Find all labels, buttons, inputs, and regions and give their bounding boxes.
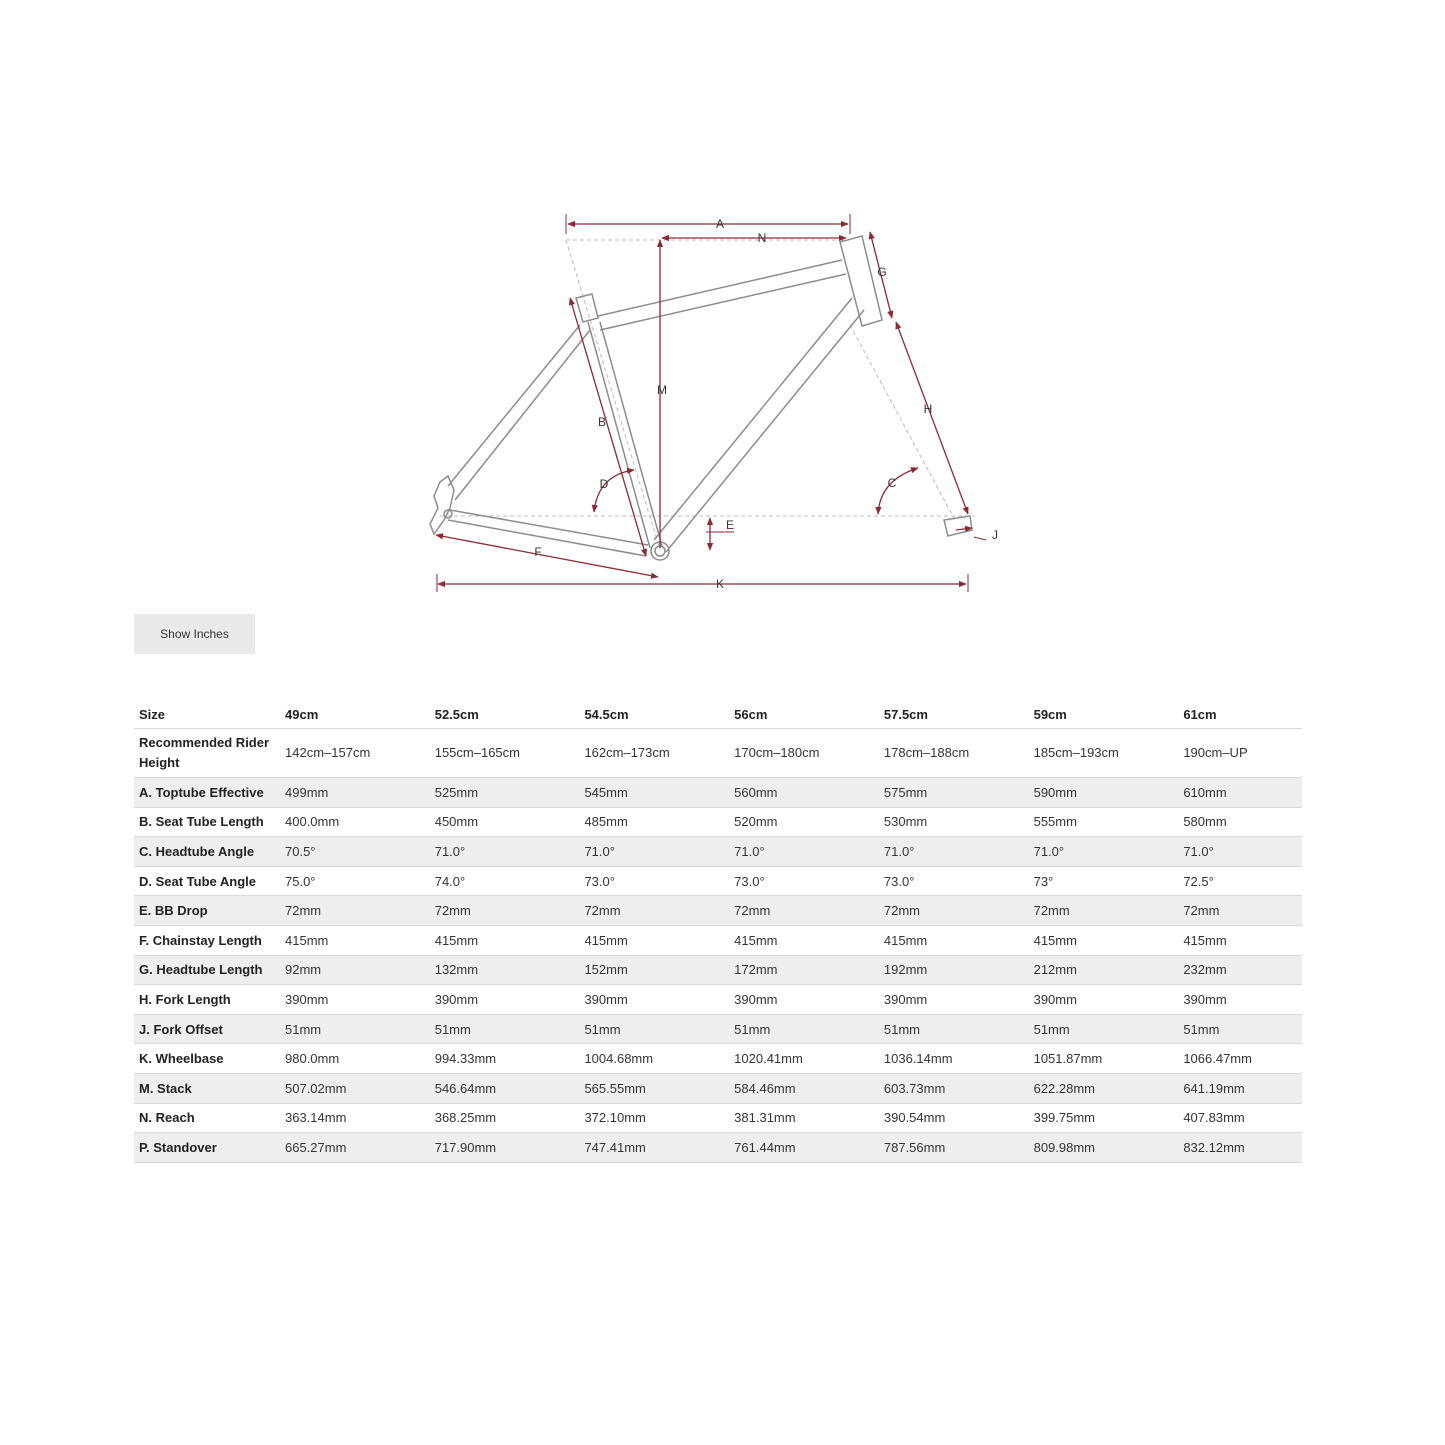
table-cell: 72.5° <box>1178 866 1302 896</box>
reference-lines <box>440 240 975 550</box>
table-row <box>134 729 1302 778</box>
label-e: E <box>725 518 735 532</box>
table-cell: 72mm <box>1029 896 1179 926</box>
table-row <box>134 1044 1302 1074</box>
table-cell: 51mm <box>879 1014 1029 1044</box>
bike-frame <box>430 236 972 560</box>
table-cell: 415mm <box>1178 925 1302 955</box>
header-size-col: 52.5cm <box>430 700 580 729</box>
table-cell: 152mm <box>579 955 729 985</box>
table-cell: 399.75mm <box>1029 1103 1179 1133</box>
table-cell: 584.46mm <box>729 1073 879 1103</box>
table-row <box>134 955 1302 985</box>
table-cell: 71.0° <box>879 837 1029 867</box>
table-cell: 580mm <box>1178 807 1302 837</box>
table-cell: 390mm <box>1178 985 1302 1015</box>
table-cell: 545mm <box>579 778 729 808</box>
table-cell: 507.02mm <box>280 1073 430 1103</box>
label-b: B <box>597 415 607 429</box>
row-label: N. Reach <box>134 1103 280 1133</box>
dim-j <box>956 528 972 530</box>
table-row <box>134 985 1302 1015</box>
table-cell: 51mm <box>729 1014 879 1044</box>
table-cell: 390mm <box>729 985 879 1015</box>
table-cell: 51mm <box>280 1014 430 1044</box>
table-cell: 142cm–157cm <box>280 729 430 778</box>
table-cell: 390mm <box>280 985 430 1015</box>
table-row <box>134 1103 1302 1133</box>
frame-geometry-diagram <box>0 0 1445 600</box>
table-cell: 525mm <box>430 778 580 808</box>
table-cell: 71.0° <box>729 837 879 867</box>
geometry-table <box>134 700 1302 1163</box>
table-cell: 190cm–UP <box>1178 729 1302 778</box>
row-label: F. Chainstay Length <box>134 925 280 955</box>
header-size-col: 59cm <box>1029 700 1179 729</box>
table-cell: 192mm <box>879 955 1029 985</box>
table-cell: 565.55mm <box>579 1073 729 1103</box>
label-m: M <box>657 383 667 397</box>
row-label: H. Fork Length <box>134 985 280 1015</box>
row-label: E. BB Drop <box>134 896 280 926</box>
table-cell: 73° <box>1029 866 1179 896</box>
table-cell: 390mm <box>879 985 1029 1015</box>
table-cell: 761.44mm <box>729 1133 879 1163</box>
table-cell: 185cm–193cm <box>1029 729 1179 778</box>
table-cell: 980.0mm <box>280 1044 430 1074</box>
table-cell: 590mm <box>1029 778 1179 808</box>
table-cell: 610mm <box>1178 778 1302 808</box>
table-cell: 51mm <box>1178 1014 1302 1044</box>
table-cell: 155cm–165cm <box>430 729 580 778</box>
table-cell: 71.0° <box>1029 837 1179 867</box>
show-inches-button[interactable]: Show Inches <box>134 614 255 654</box>
table-cell: 372.10mm <box>579 1103 729 1133</box>
table-cell: 51mm <box>430 1014 580 1044</box>
table-cell: 92mm <box>280 955 430 985</box>
table-cell: 212mm <box>1029 955 1179 985</box>
table-cell: 51mm <box>1029 1014 1179 1044</box>
table-cell: 1051.87mm <box>1029 1044 1179 1074</box>
table-cell: 622.28mm <box>1029 1073 1179 1103</box>
table-cell: 415mm <box>729 925 879 955</box>
label-c: C <box>887 476 897 490</box>
table-row <box>134 1073 1302 1103</box>
table-cell: 368.25mm <box>430 1103 580 1133</box>
table-row <box>134 778 1302 808</box>
table-cell: 71.0° <box>1178 837 1302 867</box>
table-cell: 520mm <box>729 807 879 837</box>
dim-b <box>570 298 646 556</box>
table-cell: 1066.47mm <box>1178 1044 1302 1074</box>
label-n: N <box>757 231 767 245</box>
table-cell: 603.73mm <box>879 1073 1029 1103</box>
table-row <box>134 896 1302 926</box>
label-g: G <box>877 265 887 279</box>
table-cell: 71.0° <box>579 837 729 867</box>
label-j: J <box>992 528 998 542</box>
table-cell: 665.27mm <box>280 1133 430 1163</box>
row-label: K. Wheelbase <box>134 1044 280 1074</box>
header-size-col: 56cm <box>729 700 879 729</box>
table-cell: 72mm <box>729 896 879 926</box>
table-cell: 641.19mm <box>1178 1073 1302 1103</box>
dimension-lines <box>436 214 986 592</box>
table-cell: 485mm <box>579 807 729 837</box>
table-cell: 415mm <box>579 925 729 955</box>
dim-c <box>878 468 918 514</box>
table-cell: 1004.68mm <box>579 1044 729 1074</box>
table-cell: 560mm <box>729 778 879 808</box>
table-cell: 400.0mm <box>280 807 430 837</box>
row-label: B. Seat Tube Length <box>134 807 280 837</box>
header-size-col: 49cm <box>280 700 430 729</box>
label-f: F <box>534 545 542 559</box>
table-cell: 994.33mm <box>430 1044 580 1074</box>
label-h: H <box>923 402 933 416</box>
table-cell: 1036.14mm <box>879 1044 1029 1074</box>
table-cell: 75.0° <box>280 866 430 896</box>
table-cell: 72mm <box>879 896 1029 926</box>
label-d: D <box>599 477 609 491</box>
table-cell: 415mm <box>1029 925 1179 955</box>
table-cell: 575mm <box>879 778 1029 808</box>
row-label: A. Toptube Effective <box>134 778 280 808</box>
table-cell: 74.0° <box>430 866 580 896</box>
table-cell: 546.64mm <box>430 1073 580 1103</box>
table-cell: 363.14mm <box>280 1103 430 1133</box>
table-cell: 51mm <box>579 1014 729 1044</box>
row-label: D. Seat Tube Angle <box>134 866 280 896</box>
label-a: A <box>715 217 725 231</box>
table-cell: 407.83mm <box>1178 1103 1302 1133</box>
table-cell: 162cm–173cm <box>579 729 729 778</box>
table-cell: 450mm <box>430 807 580 837</box>
table-cell: 73.0° <box>879 866 1029 896</box>
table-cell: 530mm <box>879 807 1029 837</box>
table-cell: 415mm <box>430 925 580 955</box>
table-cell: 232mm <box>1178 955 1302 985</box>
table-cell: 809.98mm <box>1029 1133 1179 1163</box>
row-label: M. Stack <box>134 1073 280 1103</box>
table-cell: 132mm <box>430 955 580 985</box>
table-cell: 73.0° <box>579 866 729 896</box>
table-cell: 172mm <box>729 955 879 985</box>
table-cell: 787.56mm <box>879 1133 1029 1163</box>
table-cell: 72mm <box>280 896 430 926</box>
row-label: G. Headtube Length <box>134 955 280 985</box>
table-row <box>134 807 1302 837</box>
table-cell: 390.54mm <box>879 1103 1029 1133</box>
table-cell: 72mm <box>430 896 580 926</box>
table-header-row <box>134 700 1302 729</box>
table-cell: 390mm <box>1029 985 1179 1015</box>
table-cell: 499mm <box>280 778 430 808</box>
table-row <box>134 1014 1302 1044</box>
header-size-col: 61cm <box>1178 700 1302 729</box>
table-row <box>134 866 1302 896</box>
table-cell: 415mm <box>879 925 1029 955</box>
table-cell: 390mm <box>579 985 729 1015</box>
table-cell: 555mm <box>1029 807 1179 837</box>
table-row <box>134 925 1302 955</box>
table-row <box>134 837 1302 867</box>
table-cell: 178cm–188cm <box>879 729 1029 778</box>
dim-h <box>896 322 968 514</box>
table-cell: 70.5° <box>280 837 430 867</box>
row-label: C. Headtube Angle <box>134 837 280 867</box>
table-cell: 73.0° <box>729 866 879 896</box>
table-cell: 72mm <box>1178 896 1302 926</box>
table-cell: 71.0° <box>430 837 580 867</box>
table-cell: 381.31mm <box>729 1103 879 1133</box>
table-cell: 1020.41mm <box>729 1044 879 1074</box>
table-cell: 72mm <box>579 896 729 926</box>
table-row <box>134 1133 1302 1163</box>
label-k: K <box>715 577 725 591</box>
table-cell: 170cm–180cm <box>729 729 879 778</box>
table-cell: 832.12mm <box>1178 1133 1302 1163</box>
row-label: J. Fork Offset <box>134 1014 280 1044</box>
header-size-col: 57.5cm <box>879 700 1029 729</box>
table-cell: 390mm <box>430 985 580 1015</box>
row-label: Recommended Rider Height <box>134 729 280 778</box>
header-size: Size <box>134 700 280 729</box>
table-cell: 415mm <box>280 925 430 955</box>
row-label: P. Standover <box>134 1133 280 1163</box>
table-cell: 747.41mm <box>579 1133 729 1163</box>
table-cell: 717.90mm <box>430 1133 580 1163</box>
header-size-col: 54.5cm <box>579 700 729 729</box>
